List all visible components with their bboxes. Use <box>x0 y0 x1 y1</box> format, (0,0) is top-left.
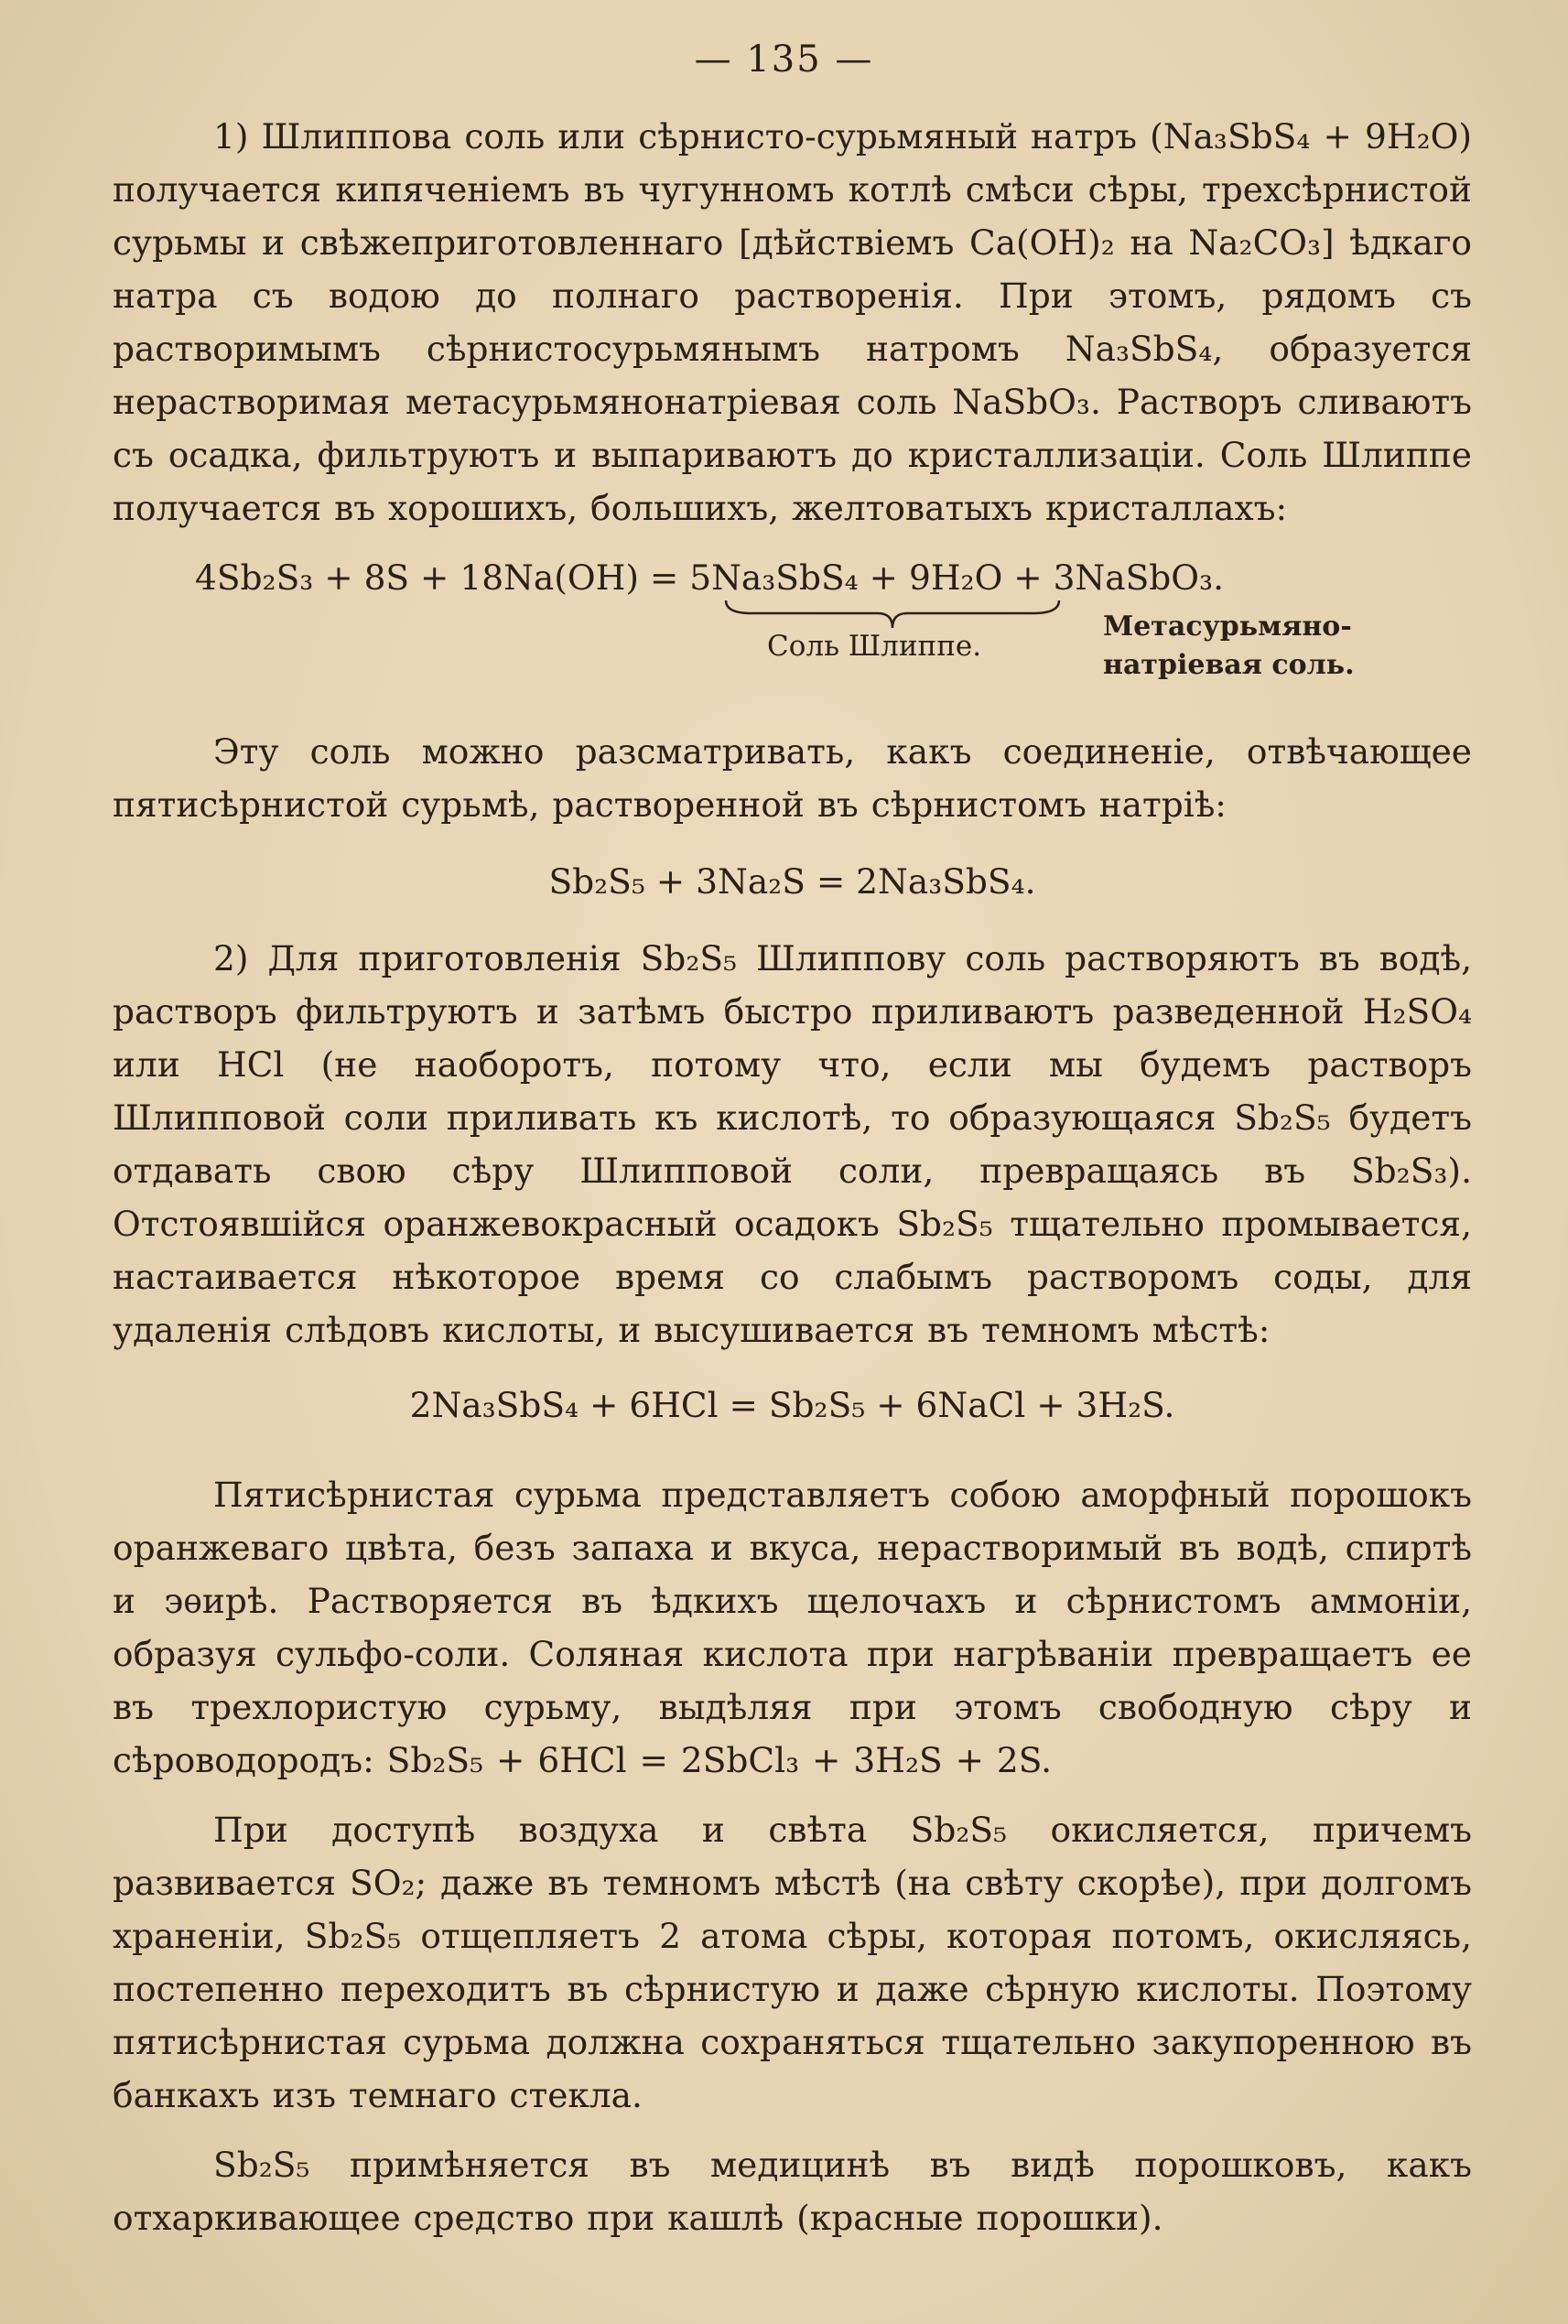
paragraph-oxidation: При доступѣ воздуха и свѣта Sb₂S₅ окисляется, причемъ развивается SO₂; даже въ темномъ мѣстѣ (на свѣту скорѣе), при долгомъ храненіи, Sb₂S₅ отщепляетъ 2 атома сѣры, которая потомъ, окисляясь, постепенно переходитъ въ сѣрнистую и даже сѣрную кислоты. Поэтому пятисѣрнистая сурьма должна сохраняться тщательно закупоренною въ банкахъ изъ темнаго стекла. <box>113 1810 1472 2115</box>
paragraph-solution-view: Эту соль можно разсматривать, какъ соединеніе, отвѣчающее пятисѣрнистой сурьмѣ, растворенной въ сѣрнистомъ натріѣ: <box>113 731 1472 825</box>
paragraph-properties: Пятисѣрнистая сурьма представляетъ собою аморфный порошокъ оранжеваго цвѣта, безъ запаха и вкуса, нерастворимый въ водѣ, спиртѣ и эѳирѣ. Растворяется въ ѣдкихъ щелочахъ и сѣрнистомъ аммоніи, образуя сульфо-соли. Соляная кислота при нагрѣваніи превращаетъ ее въ трехлористую сурьму, выдѣляя при этомъ свободную сѣру и сѣроводородъ: Sb₂S₅ + 6HCl = 2SbCl₃ + 3H₂S + 2S. <box>113 1475 1472 1780</box>
paragraph-schlippe-salt: 1) Шлиппова соль или сѣрнисто-сурьмяный натръ (Na₃SbS₄ + 9H₂O) получается кипяченіемъ въ чугунномъ котлѣ смѣси сѣры, трехсѣрнистой сурьмы и свѣжеприготовленнаго [дѣйствіемъ Ca(OH)₂ на Na₂CO₃] ѣдкаго натра съ водою до полнаго растворенія. При этомъ, рядомъ съ растворимымъ сѣрнистосурьмянымъ натромъ Na₃SbS₄, образуется нерастворимая метасурьмянонатріевая соль NaSbO₃. Растворъ сливаютъ съ осадка, фильтруютъ и выпариваютъ до кристаллизаціи. Соль Шлиппе получается въ хорошихъ, большихъ, желтоватыхъ кристаллахъ: <box>113 116 1472 528</box>
equation-schlippe-formation <box>113 551 1472 725</box>
equation-1-text: 4Sb₂S₃ + 8S + 18Na(OH) = 5Na₃SbS₄ + 9H₂O + 3NaSbO₃. <box>195 557 1224 598</box>
paragraph-preparation: 2) Для приготовленія Sb₂S₅ Шлиппову соль растворяютъ въ водѣ, растворъ фильтруютъ и затѣмъ быстро приливаютъ разведенной H₂SO₄ или HCl (не наоборотъ, потому что, если мы будемъ растворъ Шлипповой соли приливать къ кислотѣ, то образующаяся Sb₂S₅ будетъ отдавать свою сѣру Шлипповой соли, превращаясь въ Sb₂S₃). Отстоявшійся оранжевокрасный осадокъ Sb₂S₅ тщательно промывается, настаивается нѣкоторое время со слабымъ растворомъ соды, для удаленія слѣдовъ кислоты, и высушивается въ темномъ мѣстѣ: <box>113 938 1472 1350</box>
equation-2: Sb₂S₅ + 3Na₂S = 2Na₃SbS₄. <box>548 861 1036 902</box>
underbrace <box>724 599 1061 630</box>
paragraph-medicine: Sb₂S₅ примѣняется въ медицинѣ въ видѣ порошковъ, какъ отхаркивающее средство при кашлѣ (красные порошки). <box>113 2145 1472 2238</box>
label-metaantimonate: Метасурьмяно- натріевая соль. <box>1103 611 1355 681</box>
page-body <box>113 110 1472 2244</box>
page-number: — 135 — <box>694 38 874 81</box>
equation-3: 2Na₃SbS₄ + 6HCl = Sb₂S₅ + 6NaCl + 3H₂S. <box>409 1385 1175 1425</box>
label-schlippe-salt: Соль Шлиппе. <box>767 630 982 663</box>
